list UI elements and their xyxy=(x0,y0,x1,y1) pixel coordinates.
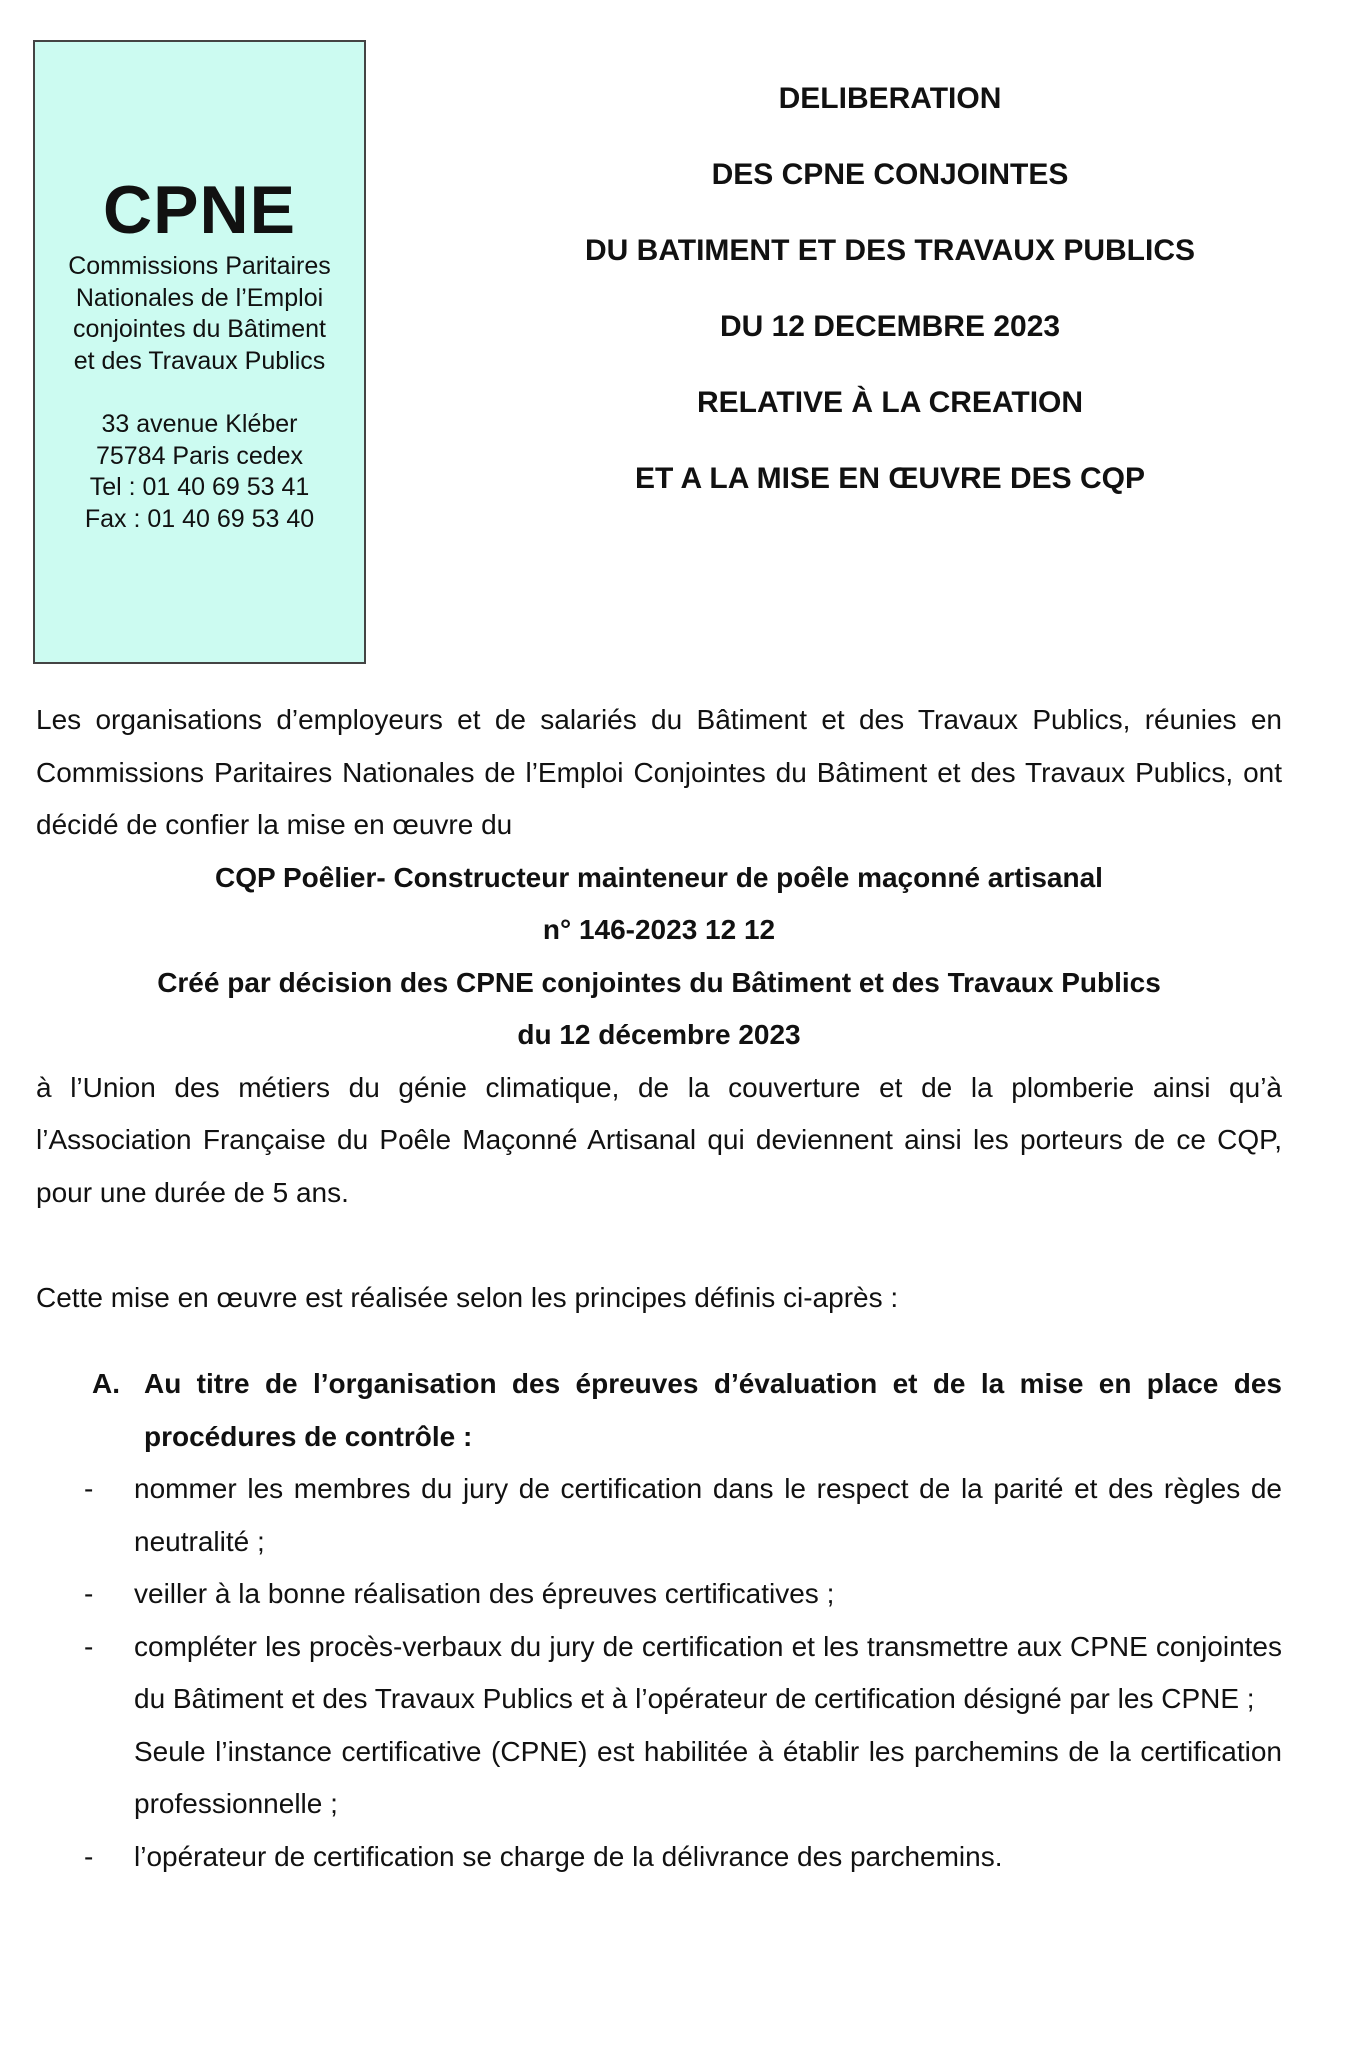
cpne-info-box xyxy=(33,40,366,664)
cpne-name-line: et des Travaux Publics xyxy=(73,346,326,375)
list-item xyxy=(36,1831,1282,1884)
address-fax: Fax : 01 40 69 53 40 xyxy=(84,504,315,533)
bullet-dash: - xyxy=(84,1578,94,1609)
heading-line: RELATIVE À LA CREATION xyxy=(696,386,1084,419)
cpne-organization-name xyxy=(35,251,364,377)
cpne-address xyxy=(35,409,364,535)
paragraph-spacer xyxy=(36,1219,1282,1272)
created-date-line: du 12 décembre 2023 xyxy=(517,1019,801,1050)
list-item-text: compléter les procès-verbaux du jury de certification et les transmettre aux CPNE conjointes du Bâtiment et des Travaux Publics et à l’opérateur de certification désigné par les CPNE ; xyxy=(134,1630,1282,1714)
list-item xyxy=(36,1621,1282,1726)
cpne-name-line: conjointes du Bâtiment xyxy=(73,315,326,343)
section-a-letter: A. xyxy=(92,1368,120,1399)
created-by-line: Créé par décision des CPNE conjointes du Bâtiment et des Travaux Publics xyxy=(157,966,1161,998)
list-item-text: veiller à la bonne réalisation des épreuves certificatives ; xyxy=(134,1578,835,1609)
list-item-text: nommer les membres du jury de certification dans le respect de la parité et des règles de neutralité ; xyxy=(134,1473,1282,1557)
document-body xyxy=(36,694,1282,1883)
section-a-heading xyxy=(36,1358,1282,1463)
address-city: 75784 Paris cedex xyxy=(95,441,304,470)
bullet-dash: - xyxy=(84,1840,94,1872)
section-a-title: Au titre de l’organisation des épreuves d’évaluation et de la mise en place des procédures de contrôle : xyxy=(144,1368,1282,1452)
heading-line: DU 12 DECEMBRE 2023 xyxy=(719,310,1061,343)
bullet-dash: - xyxy=(84,1473,94,1504)
cpne-logo-title: CPNE xyxy=(103,172,296,248)
cpne-name-line: Nationales de l’Emploi xyxy=(75,283,324,312)
heading-line: DELIBERATION xyxy=(778,82,1002,115)
list-item xyxy=(36,1463,1282,1568)
address-phone: Tel : 01 40 69 53 41 xyxy=(89,473,310,501)
heading-line: DU BATIMENT ET DES TRAVAUX PUBLICS xyxy=(584,234,1195,267)
list-item-note: Seule l’instance certificative (CPNE) est habilitée à établir les parchemins de la certification professionnelle ; xyxy=(134,1735,1282,1819)
bullet-dash: - xyxy=(84,1630,94,1662)
cqp-title: CQP Poêlier- Constructeur mainteneur de poêle maçonné artisanal xyxy=(215,861,1103,893)
principles-intro: Cette mise en œuvre est réalisée selon les principes définis ci-après : xyxy=(36,1281,899,1313)
cqp-number: n° 146-2023 12 12 xyxy=(542,914,776,945)
intro-paragraph: Les organisations d’employeurs et de salariés du Bâtiment et des Travaux Publics, réunies en Commissions Paritaires Nationales de l’Emploi Conjointes du Bâtiment et des Travaux Publics, ont décidé de confier la mise en œuvre du xyxy=(36,704,1282,840)
document-heading xyxy=(520,75,1260,531)
heading-line: DES CPNE CONJOINTES xyxy=(711,158,1069,191)
cpne-name-line: Commissions Paritaires xyxy=(68,252,331,280)
paragraph-spacer xyxy=(36,1324,1282,1358)
address-street: 33 avenue Kléber xyxy=(101,410,298,438)
list-item xyxy=(36,1568,1282,1621)
assignment-paragraph: à l’Union des métiers du génie climatique, de la couverture et de la plomberie ainsi qu’à l’Association Française du Poêle Maçonné Artisanal qui deviennent ainsi les porteurs de ce CQP, pour une durée de 5 ans. xyxy=(36,1071,1282,1208)
heading-line: ET A LA MISE EN ŒUVRE DES CQP xyxy=(634,462,1146,495)
list-item-text: l’opérateur de certification se charge de la délivrance des parchemins. xyxy=(134,1840,1003,1872)
